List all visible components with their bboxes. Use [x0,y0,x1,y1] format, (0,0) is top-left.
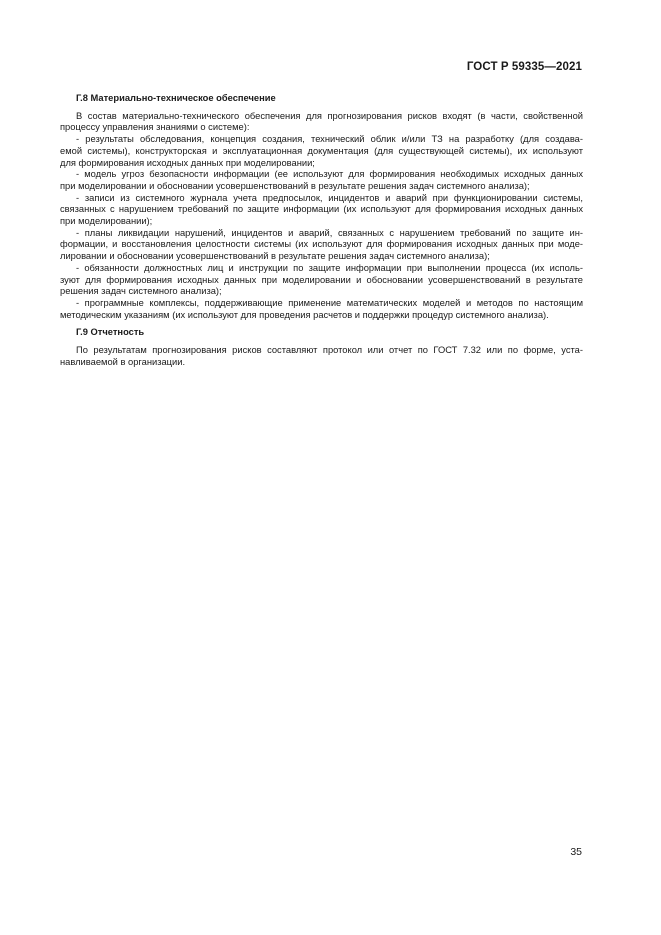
list-item-line: для формирования исходных данных при моделировании; [60,157,315,168]
list-item-line: емой системы), конструкторская и эксплуатационная документация (для существующей системы), их используют [60,145,583,156]
list-item-line: - результаты обследования, концепция создания, технический облик и/или ТЗ на разработку (для создава- [76,134,583,145]
list-item-line: связанных с нарушением требований по защите информации (их используют для формирования исходных данных [60,204,583,215]
list-item-line: - программные комплексы, поддерживающие применение математических моделей и методов по настоящим [76,297,583,308]
paragraph-line: процессу управления знаниями о системе): [60,122,250,133]
document-code: ГОСТ Р 59335—2021 [466,61,582,73]
list-item-line: методическим указаниям (их используют для проведения расчетов и поддержки процедур системного анализа). [60,309,549,320]
section-heading-g9: Г.9 Отчетность [76,327,145,338]
list-item-line: - планы ликвидации нарушений, инцидентов и аварий, связанных с нарушением требований по защите ин- [76,227,583,238]
list-item-line: решения задач системного анализа); [60,286,222,297]
paragraph-line: навливаемой в организации. [60,356,186,367]
section-heading-g8: Г.8 Материально-техническое обеспечение [76,93,276,103]
page-content [60,93,583,368]
paragraph-line: В состав материально-технического обеспечения для прогнозирования рисков входят (в части, свойственной [76,110,583,121]
list-item-line: формации, и восстановления целостности системы (их используют для формирования исходных данных при моде- [60,239,583,250]
section-body-g9 [60,345,583,368]
list-item-line: зуют для формирования исходных данных при моделировании и обосновании усовершенствований в результате [60,274,583,285]
list-item-line: - обязанности должностных лиц и инструкции по защите информации при выполнении процесса (их исполь- [76,262,583,273]
section-body-g8 [60,111,583,322]
list-item-line: - модель угроз безопасности информации (ее используют для формирования необходимых исходных данных [76,169,583,180]
list-item-line: при моделировании); [60,216,153,227]
list-item-line: при моделировании и обосновании усовершенствований в результате решения задач системного анализа); [60,180,530,191]
page-number: 35 [570,846,582,858]
paragraph-line: По результатам прогнозирования рисков составляют протокол или отчет по ГОСТ 7.32 или по форме, уста- [76,345,583,356]
list-item-line: - записи из системного журнала учета предпосылок, инцидентов и аварий при функционировании системы, [76,192,583,203]
list-item-line: лировании и обосновании усовершенствований в результате решения задач системного анализа); [60,251,490,262]
